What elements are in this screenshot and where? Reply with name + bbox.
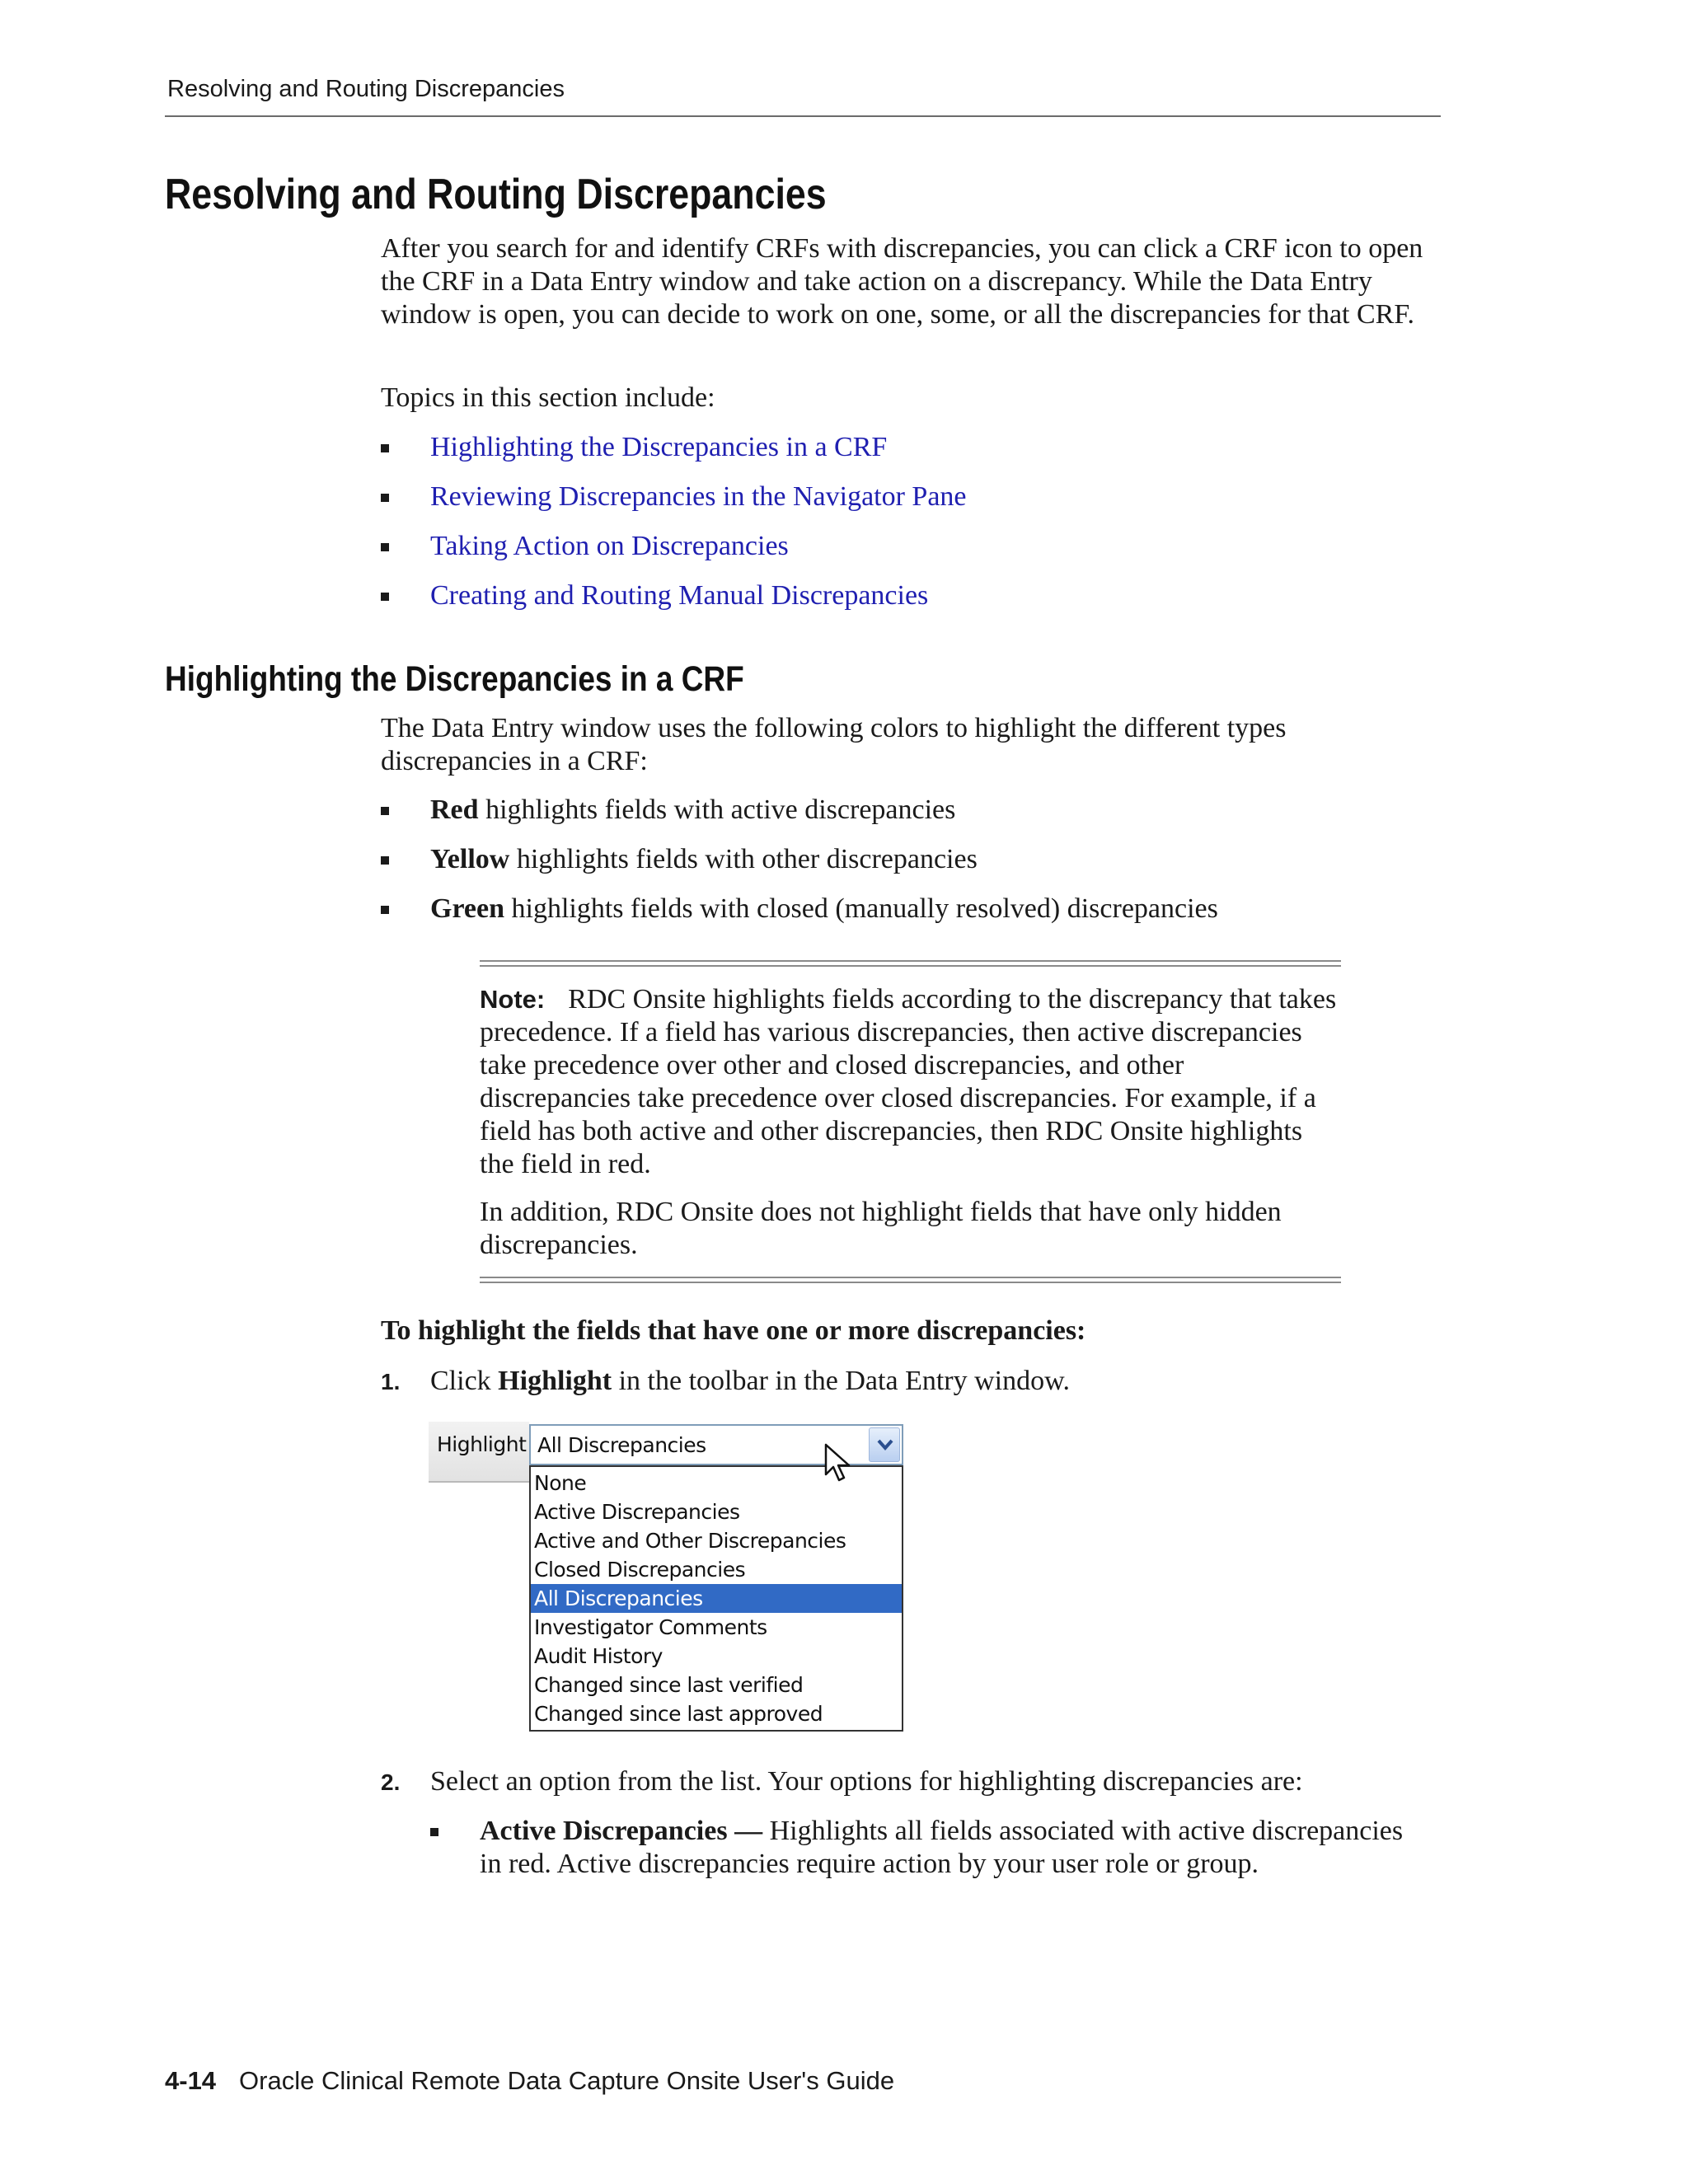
note-rule-bottom: [480, 1277, 1341, 1278]
option-none[interactable]: None: [534, 1471, 587, 1495]
step-number: 2.: [381, 1769, 401, 1795]
color-name: Green: [430, 893, 505, 924]
bullet-square-icon: [381, 906, 389, 914]
note-rule-bottom: [480, 1282, 1341, 1283]
running-header: Resolving and Routing Discrepancies: [167, 76, 565, 102]
option-closed-discrepancies[interactable]: Closed Discrepancies: [534, 1558, 746, 1582]
option-description-term: Active Discrepancies —: [480, 1816, 763, 1846]
option-description: [430, 1815, 1436, 1881]
toolbar-area: [429, 1422, 529, 1483]
bullet-square-icon: [381, 444, 389, 452]
topic-link[interactable]: Taking Action on Discrepancies: [430, 531, 789, 561]
option-all-discrepancies[interactable]: All Discrepancies: [531, 1584, 902, 1613]
page-footer: [165, 2066, 894, 2096]
option-active-discrepancies[interactable]: Active Discrepancies: [534, 1500, 740, 1524]
color-desc: highlights fields with closed (manually resolved) discrepancies: [504, 893, 1218, 924]
step-number: 1.: [381, 1369, 401, 1394]
book-title: Oracle Clinical Remote Data Capture Onsite User's Guide: [239, 2066, 895, 2095]
highlight-select-value: All Discrepancies: [537, 1433, 706, 1457]
bullet-square-icon: [381, 856, 389, 865]
option-description-text: [480, 1815, 1419, 1881]
subsection-intro: The Data Entry window uses the following colors to highlight the different types discrepancies in a CRF:: [381, 713, 1287, 776]
dropdown-button[interactable]: [869, 1427, 900, 1462]
color-name: Red: [430, 794, 479, 825]
option-investigator-comments[interactable]: Investigator Comments: [534, 1615, 767, 1639]
note-box: [480, 960, 1341, 1283]
step-text: Select an option from the list. Your options for highlighting discrepancies are:: [430, 1766, 1303, 1797]
option-description-body: Highlights all fields associated with active discrepancies in red. Active discrepancies require action by your user role or group.: [480, 1816, 1404, 1879]
bullet-square-icon: [381, 593, 389, 601]
option-changed-since-verified[interactable]: Changed since last verified: [534, 1673, 804, 1697]
topic-link[interactable]: Reviewing Discrepancies in the Navigator Pane: [430, 481, 967, 512]
highlight-options-list[interactable]: [529, 1465, 903, 1732]
note-rule-top: [480, 960, 1341, 962]
option-changed-since-approved[interactable]: Changed since last approved: [534, 1702, 823, 1726]
note-label: Note:: [480, 985, 546, 1014]
mouse-cursor-icon: [824, 1443, 852, 1484]
note-text: RDC Onsite highlights fields according to the discrepancy that takes precedence. If a field has various discrepancies, then active discrepancies take precedence over other and closed discrepancies, and other discrepancies take precedence over closed discrepancies. For example, if a field has both active and other discrepancies, then RDC Onsite highlights the field in red.: [480, 984, 1337, 1179]
color-desc: highlights fields with other discrepancies: [509, 844, 978, 874]
subsection-title: Highlighting the Discrepancies in a CRF: [165, 659, 744, 699]
bullet-square-icon: [430, 1828, 438, 1836]
topic-link[interactable]: Creating and Routing Manual Discrepancies: [430, 580, 929, 611]
header-rule: [165, 115, 1441, 117]
page-number: 4-14: [165, 2066, 217, 2095]
highlight-dropdown-screenshot: [429, 1422, 907, 1735]
section-intro: After you search for and identify CRFs with discrepancies, you can click a CRF icon to open the CRF in a Data Entry window and take action on a discrepancy. While the Data Entry window is open, you can decide to work on one, some, or all the discrepancies for that CRF.: [381, 233, 1423, 330]
color-name: Yellow: [430, 844, 510, 874]
step-bold: Highlight: [498, 1366, 612, 1396]
step-text: Click: [430, 1366, 499, 1396]
color-desc: highlights fields with active discrepancies: [478, 794, 956, 825]
bullet-square-icon: [381, 543, 389, 551]
note-paragraph: In addition, RDC Onsite does not highlight fields that have only hidden discrepancies.: [480, 1197, 1282, 1260]
procedure-title: To highlight the fields that have one or more discrepancies:: [381, 1315, 1086, 1346]
bullet-square-icon: [381, 807, 389, 815]
step-text: in the toolbar in the Data Entry window.: [612, 1366, 1070, 1396]
chevron-down-icon: [876, 1437, 894, 1452]
option-audit-history[interactable]: Audit History: [534, 1644, 663, 1668]
topics-intro: Topics in this section include:: [381, 382, 715, 413]
section-title: Resolving and Routing Discrepancies: [165, 171, 827, 218]
option-active-and-other[interactable]: Active and Other Discrepancies: [534, 1529, 846, 1553]
bullet-square-icon: [381, 494, 389, 502]
highlight-label: Highlight: [437, 1432, 527, 1456]
topic-link[interactable]: Highlighting the Discrepancies in a CRF: [430, 432, 888, 462]
note-paragraph: [480, 983, 1341, 1181]
